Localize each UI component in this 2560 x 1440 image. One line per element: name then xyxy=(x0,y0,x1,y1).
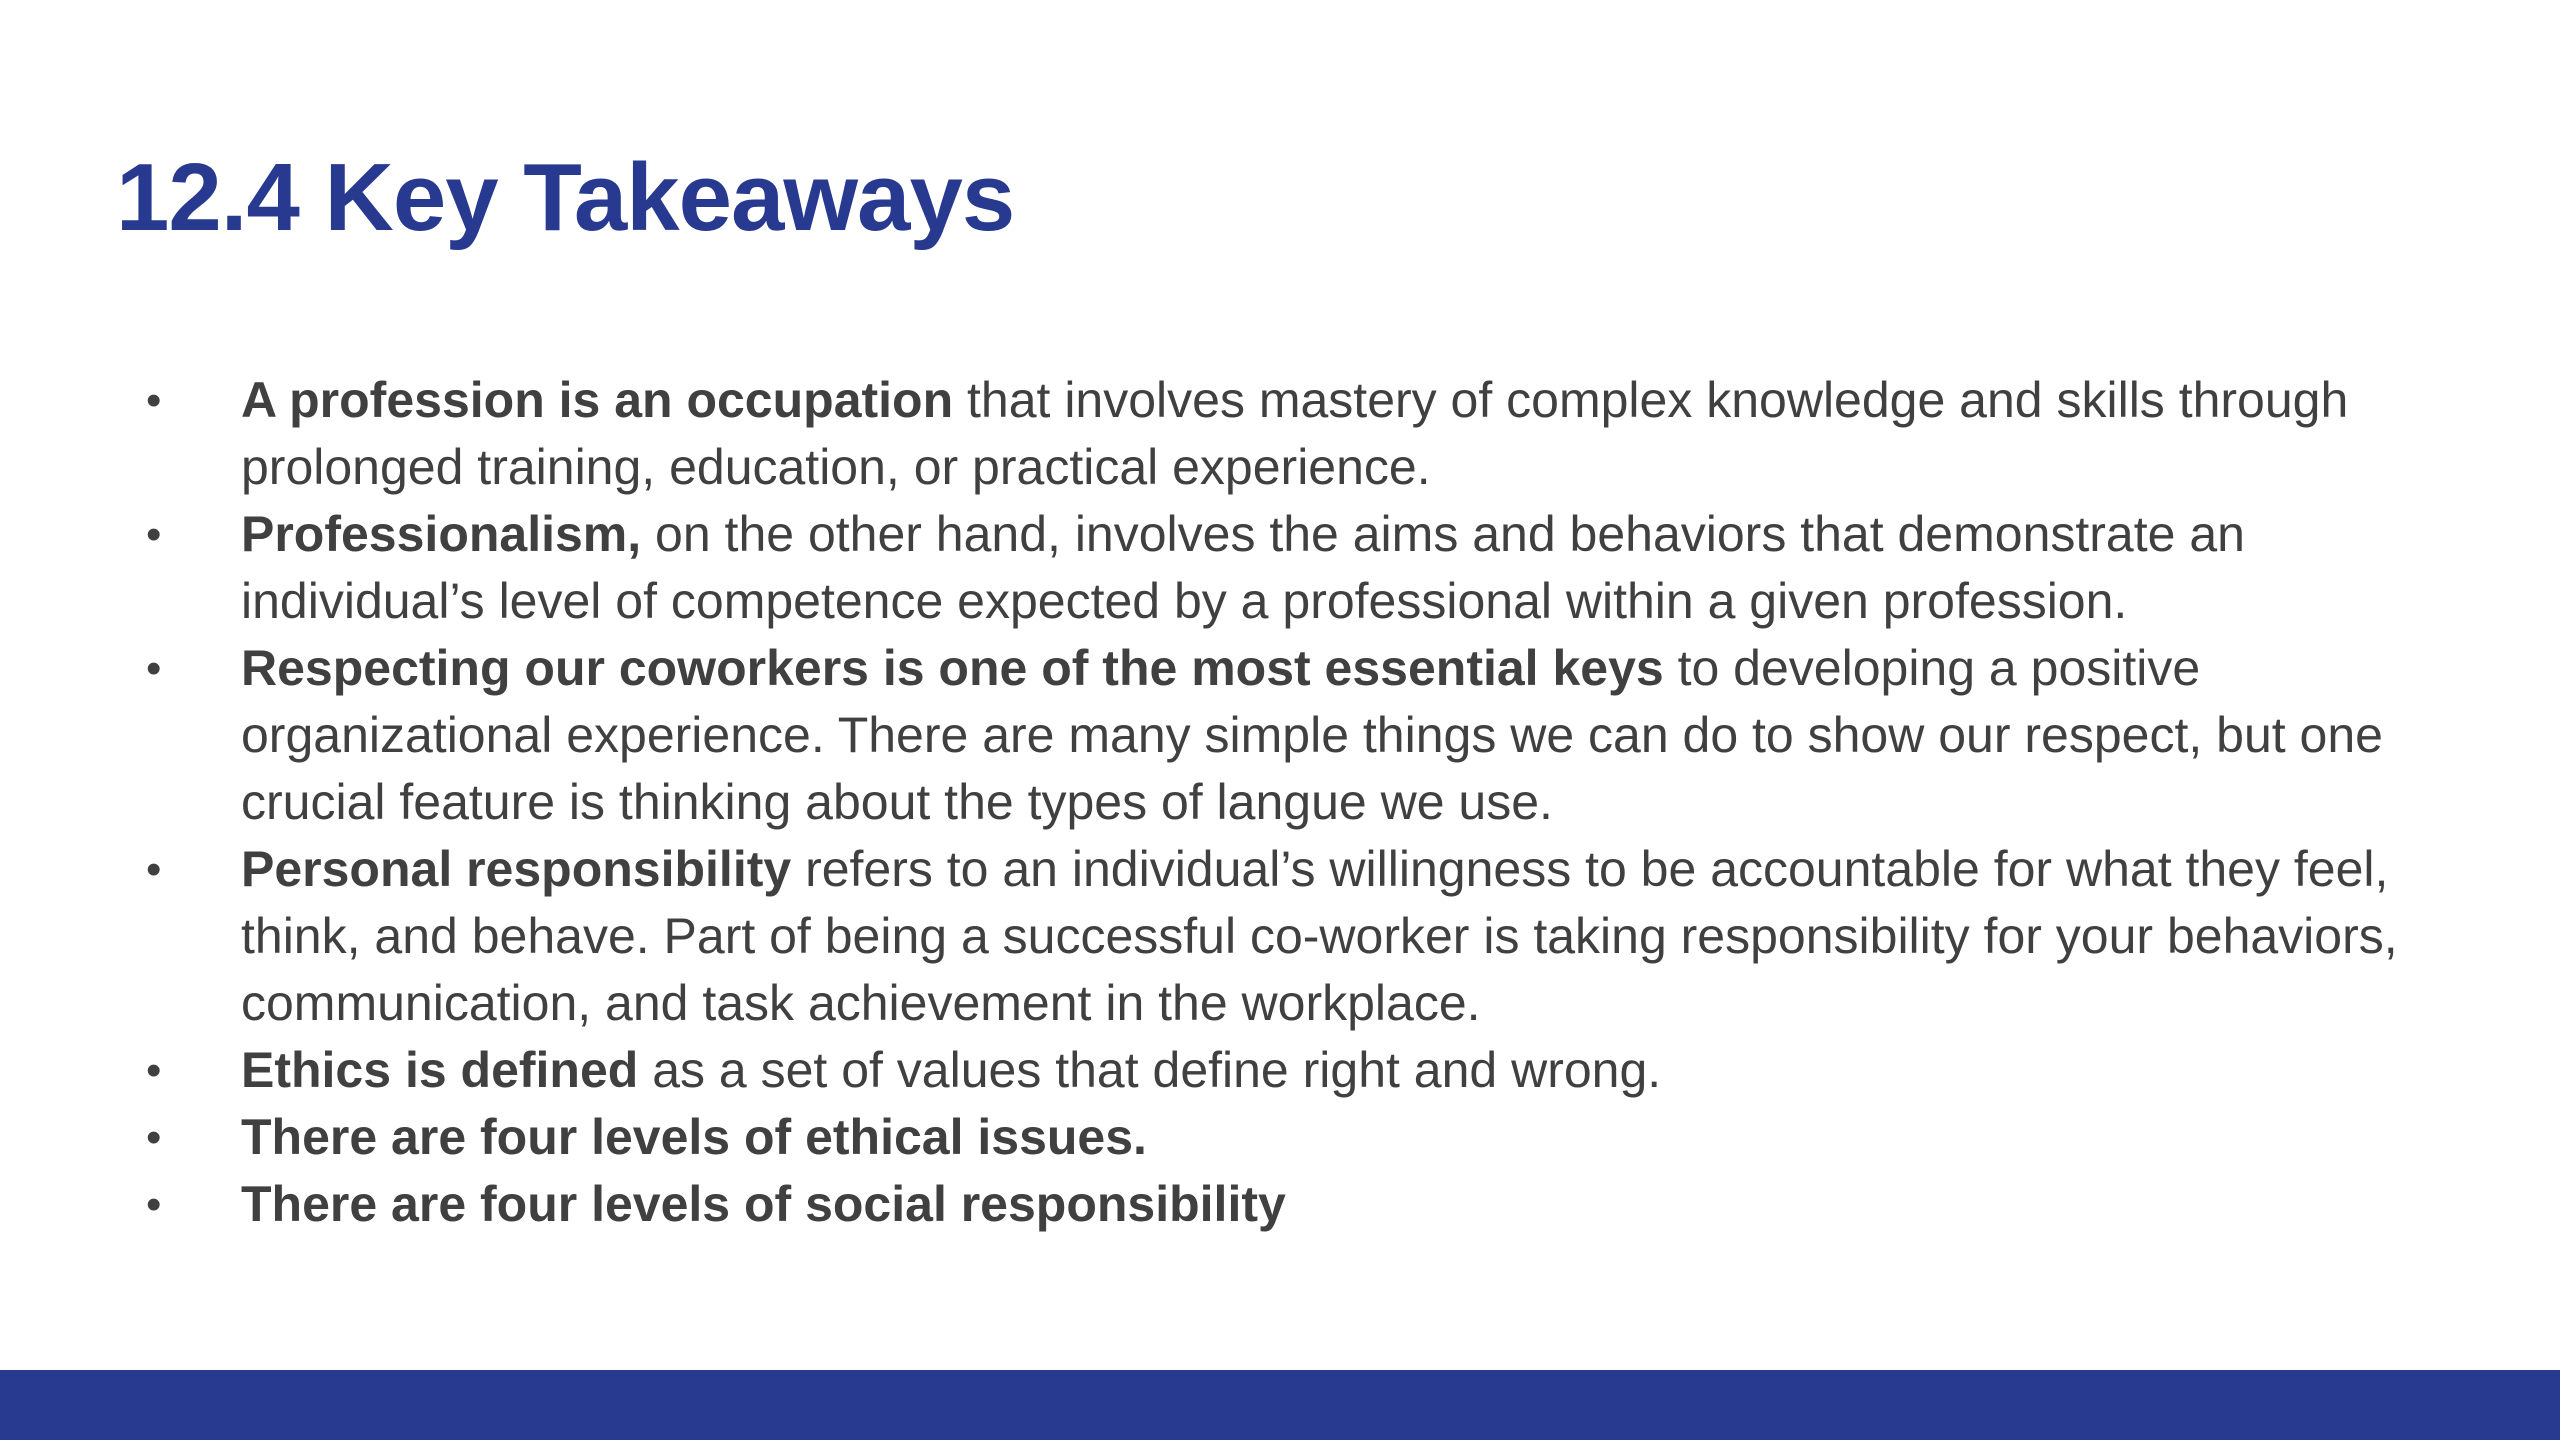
bullet-text: as a set of values that define right and wrong. xyxy=(638,1042,1662,1098)
bullet-text: that involves mastery of complex knowledge and skills through prolonged training, education, or practical experience. xyxy=(241,372,2349,495)
bullet-dot-icon: • xyxy=(146,510,162,559)
bullet-lead: Professionalism, xyxy=(241,506,642,562)
bullet-dot-icon: • xyxy=(146,845,162,894)
bullet-text: on the other hand, involves the aims and behaviors that demonstrate an individual’s level of competence expected by a professional within a given profession. xyxy=(241,506,2245,629)
bullet-lead: A profession is an occupation xyxy=(241,372,954,428)
takeaways-list xyxy=(140,367,2460,1238)
bullet-lead: There are four levels of social responsibility xyxy=(241,1176,1286,1232)
bullet-dot-icon: • xyxy=(146,376,162,425)
bullet-item xyxy=(140,1104,2460,1171)
bullet-item xyxy=(140,635,2460,836)
bullet-item xyxy=(140,501,2460,635)
bullet-text: refers to an individual’s willingness to be accountable for what they feel, think, and behave. Part of being a successful co-worker is taking responsibility for your behaviors, communication, and task achievement in the workplace. xyxy=(241,841,2398,1031)
bullet-dot-icon: • xyxy=(146,1113,162,1162)
bullet-dot-icon: • xyxy=(146,644,162,693)
slide-title: 12.4 Key Takeaways xyxy=(116,144,1015,251)
bullet-dot-icon: • xyxy=(146,1180,162,1229)
bullet-lead: Respecting our coworkers is one of the most essential keys xyxy=(241,640,1664,696)
bullet-item xyxy=(140,1037,2460,1104)
bullet-dot-icon: • xyxy=(146,1046,162,1095)
footer-band xyxy=(0,1370,2560,1440)
bullet-lead: Ethics is defined xyxy=(241,1042,639,1098)
bullet-lead: There are four levels of ethical issues. xyxy=(241,1109,1147,1165)
bullet-item xyxy=(140,367,2460,501)
bullet-lead: Personal responsibility xyxy=(241,841,792,897)
bullet-item xyxy=(140,1171,2460,1238)
bullet-item xyxy=(140,836,2460,1037)
bullet-text: to developing a positive organizational experience. There are many simple things we can do to show our respect, but one crucial feature is thinking about the types of langue we use. xyxy=(241,640,2383,830)
